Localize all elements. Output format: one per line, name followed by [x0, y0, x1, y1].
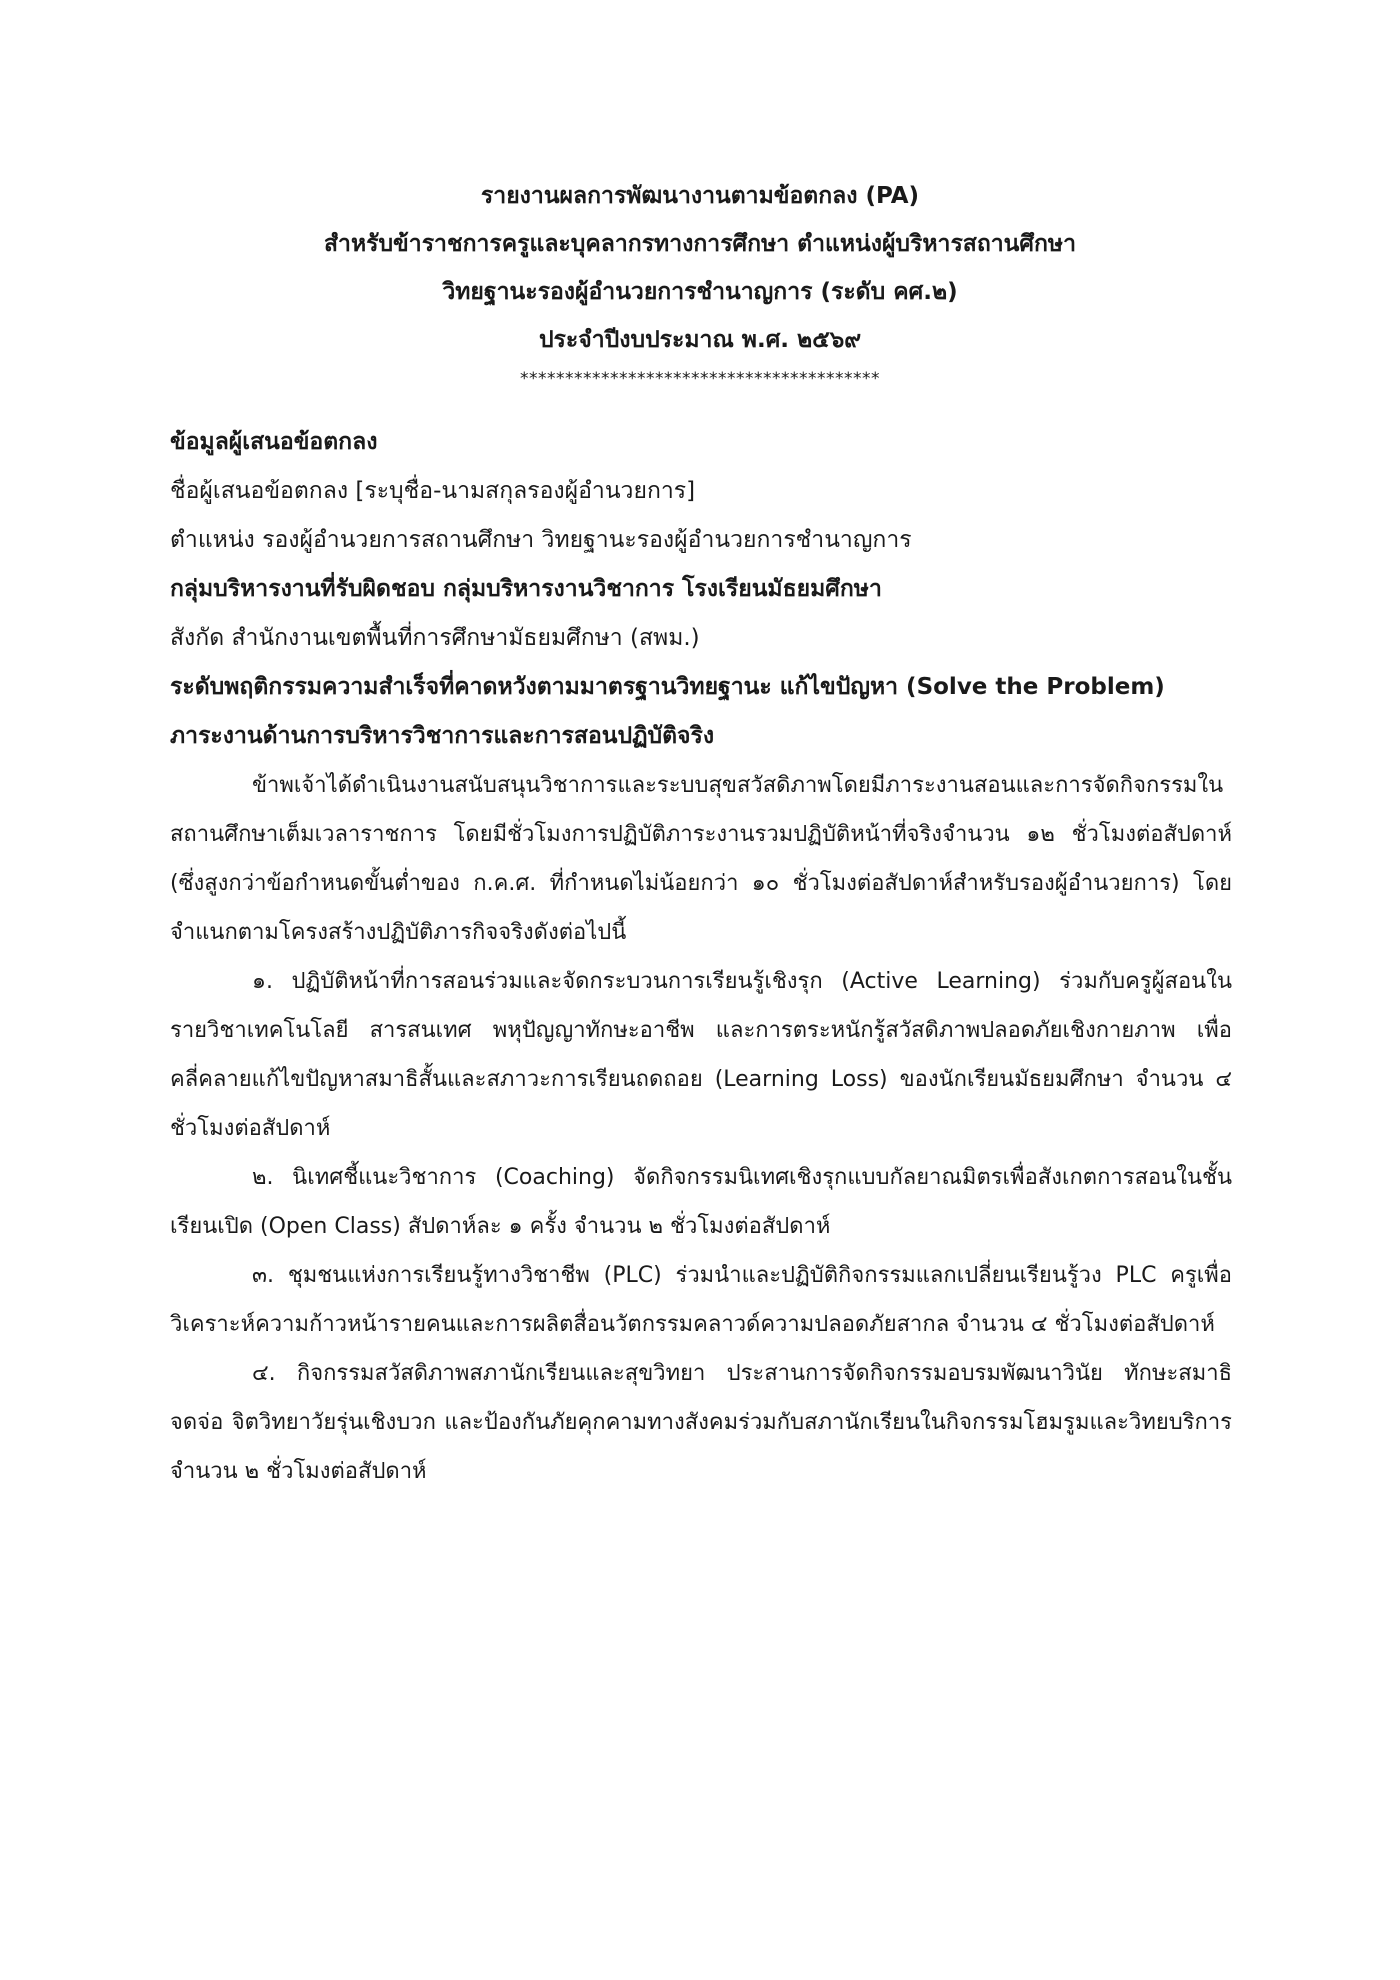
workload-heading: ภาระงานด้านการบริหารวิชาการและการสอนปฏิบัติจริง — [170, 723, 715, 749]
workload-item-3: ๓. ชุมชนแห่งการเรียนรู้ทางวิชาชีพ (PLC) ร่วมนำและปฏิบัติกิจกรรมแลกเปลี่ยนเรียนรู้วง PLC ครูเพื่อวิเคราะห์ความก้าวหน้ารายคนและการผลิตสื่อนวัตกรรมคลาวด์ความปลอดภัยสากล จำนวน ๔ ชั่วโมงต่อสัปดาห์ — [170, 1263, 1232, 1337]
workload-item-2: ๒. นิเทศชี้แนะวิชาการ (Coaching) จัดกิจกรรมนิเทศเชิงรุกแบบกัลยาณมิตรเพื่อสังเกตการสอนในชั้นเรียนเปิด (Open Class) สัปดาห์ละ ๑ ครั้ง จำนวน ๒ ชั่วโมงต่อสัปดาห์ — [170, 1165, 1232, 1239]
document-header — [170, 172, 1230, 394]
asterisk-divider: **************************************** — [520, 369, 880, 389]
report-title: รายงานผลการพัฒนางานตามข้อตกลง (PA) — [480, 183, 920, 209]
proposer-heading: ข้อมูลผู้เสนอข้อตกลง — [170, 429, 378, 455]
intro-paragraph: ข้าพเจ้าได้ดำเนินงานสนับสนุนวิชาการและระบบสุขสวัสดิภาพโดยมีภาระงานสอนและการจัดกิจกรรมในสถานศึกษาเต็มเวลาราชการ โดยมีชั่วโมงการปฏิบัติภาระงานรวมปฏิบัติหน้าที่จริงจำนวน ๑๒ ชั่วโมงต่อสัปดาห์ (ซึ่งสูงกว่าข้อกำหนดขั้นต่ำของ ก.ค.ศ. ที่กำหนดไม่น้อยกว่า ๑๐ ชั่วโมงต่อสัปดาห์สำหรับรองผู้อำนวยการ) โดยจำแนกตามโครงสร้างปฏิบัติภารกิจจริงดังต่อไปนี้ — [170, 773, 1232, 945]
proposer-name-line: ชื่อผู้เสนอข้อตกลง [ระบุชื่อ-นามสกุลรองผู้อำนวยการ] — [170, 478, 696, 504]
workload-item-4: ๔. กิจกรรมสวัสดิภาพสภานักเรียนและสุขวิทยา ประสานการจัดกิจกรรมอบรมพัฒนาวินัย ทักษะสมาธิจดจ่อ จิตวิทยาวัยรุ่นเชิงบวก และป้องกันภัยคุกคามทางสังคมร่วมกับสภานักเรียนในกิจกรรมโฮมรูมและวิทยบริการ จำนวน ๒ ชั่วโมงต่อสัปดาห์ — [170, 1361, 1232, 1484]
workload-item-1: ๑. ปฏิบัติหน้าที่การสอนร่วมและจัดกระบวนการเรียนรู้เชิงรุก (Active Learning) ร่วมกับครูผู้สอนในรายวิชาเทคโนโลยี สารสนเทศ พหุปัญญาทักษะอาชีพ และการตระหนักรู้สวัสดิภาพปลอดภัยเชิงกายภาพ เพื่อคลี่คลายแก้ไขปัญหาสมาธิสั้นและสภาวะการเรียนถดถอย (Learning Loss) ของนักเรียนมัธยมศึกษา จำนวน ๔ ชั่วโมงต่อสัปดาห์ — [170, 969, 1232, 1141]
academic-rank-line: วิทยฐานะรองผู้อำนวยการชำนาญการ (ระดับ คศ.๒) — [442, 279, 958, 305]
responsible-group-line: กลุ่มบริหารงานที่รับผิดชอบ กลุ่มบริหารงานวิชาการ โรงเรียนมัธยมศึกษา — [170, 576, 882, 602]
affiliation-line: สังกัด สำนักงานเขตพื้นที่การศึกษามัธยมศึกษา (สพม.) — [170, 625, 700, 651]
proposer-position-line: ตำแหน่ง รองผู้อำนวยการสถานศึกษา วิทยฐานะรองผู้อำนวยการชำนาญการ — [170, 527, 912, 553]
expected-level-line: ระดับพฤติกรรมความสำเร็จที่คาดหวังตามมาตรฐานวิทยฐานะ แก้ไขปัญหา (Solve the Problem) — [170, 674, 1165, 700]
document-body — [170, 418, 1232, 1496]
report-subtitle: สำหรับข้าราชการครูและบุคลากรทางการศึกษา ตำแหน่งผู้บริหารสถานศึกษา — [323, 231, 1077, 257]
fiscal-year-line: ประจำปีงบประมาณ พ.ศ. ๒๕๖๙ — [538, 327, 862, 353]
